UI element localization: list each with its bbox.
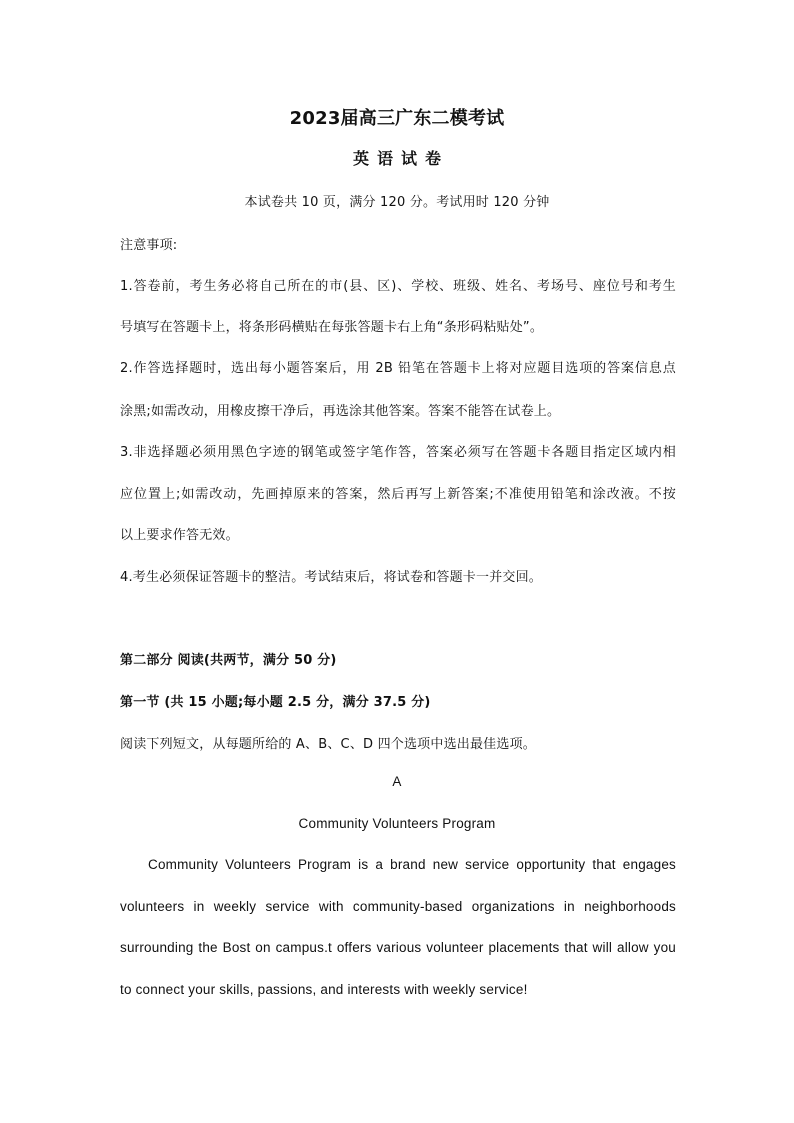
note-line: 4.考生必须保证答题卡的整洁。考试结束后，将试卷和答题卡一并交回。 bbox=[120, 570, 543, 585]
note-line: 号填写在答题卡上，将条形码横贴在每张答题卡右上角“条形码粘贴处”。 bbox=[120, 320, 544, 335]
exam-subtitle: 英语试卷 bbox=[352, 149, 449, 168]
section-part-heading: 第二部分 阅读(共两节，满分 50 分) bbox=[120, 653, 337, 668]
note-line: 3.非选择题必须用黑色字迹的钢笔或签字笔作答，答案必须写在答题卡各题目指定区域内相 bbox=[120, 445, 676, 460]
notes-heading: 注意事项: bbox=[120, 238, 178, 253]
passage-title: Community Volunteers Program bbox=[298, 816, 496, 831]
passage-line: Community Volunteers Program is a brand new service opportunity that engages bbox=[148, 857, 676, 872]
exam-title: 2023届高三广东二模考试 bbox=[289, 108, 505, 129]
passage-line: volunteers in weekly service with community-based organizations in neighborhoods bbox=[120, 899, 676, 914]
section-instruction: 阅读下列短文，从每题所给的 A、B、C、D 四个选项中选出最佳选项。 bbox=[120, 737, 536, 752]
section-subsection-heading: 第一节 (共 15 小题;每小题 2.5 分，满分 37.5 分) bbox=[120, 695, 431, 710]
passage-line: surrounding the Bost on campus.t offers various volunteer placements that will allow you bbox=[120, 940, 676, 955]
passage-line: to connect your skills, passions, and interests with weekly service! bbox=[120, 982, 528, 997]
note-line: 2.作答选择题时，选出每小题答案后，用 2B 铅笔在答题卡上将对应题目选项的答案信息点 bbox=[120, 361, 676, 376]
note-line: 应位置上;如需改动，先画掉原来的答案，然后再写上新答案;不准使用铅笔和涂改液。不按 bbox=[120, 487, 676, 502]
passage-label: A bbox=[392, 774, 402, 789]
note-line: 涂黑;如需改动，用橡皮擦干净后，再选涂其他答案。答案不能答在试卷上。 bbox=[120, 404, 561, 419]
note-line: 以上要求作答无效。 bbox=[120, 528, 239, 543]
exam-info: 本试卷共 10 页，满分 120 分。考试用时 120 分钟 bbox=[244, 195, 550, 210]
note-line: 1.答卷前，考生务必将自己所在的市(县、区)、学校、班级、姓名、考场号、座位号和考生 bbox=[120, 279, 676, 294]
